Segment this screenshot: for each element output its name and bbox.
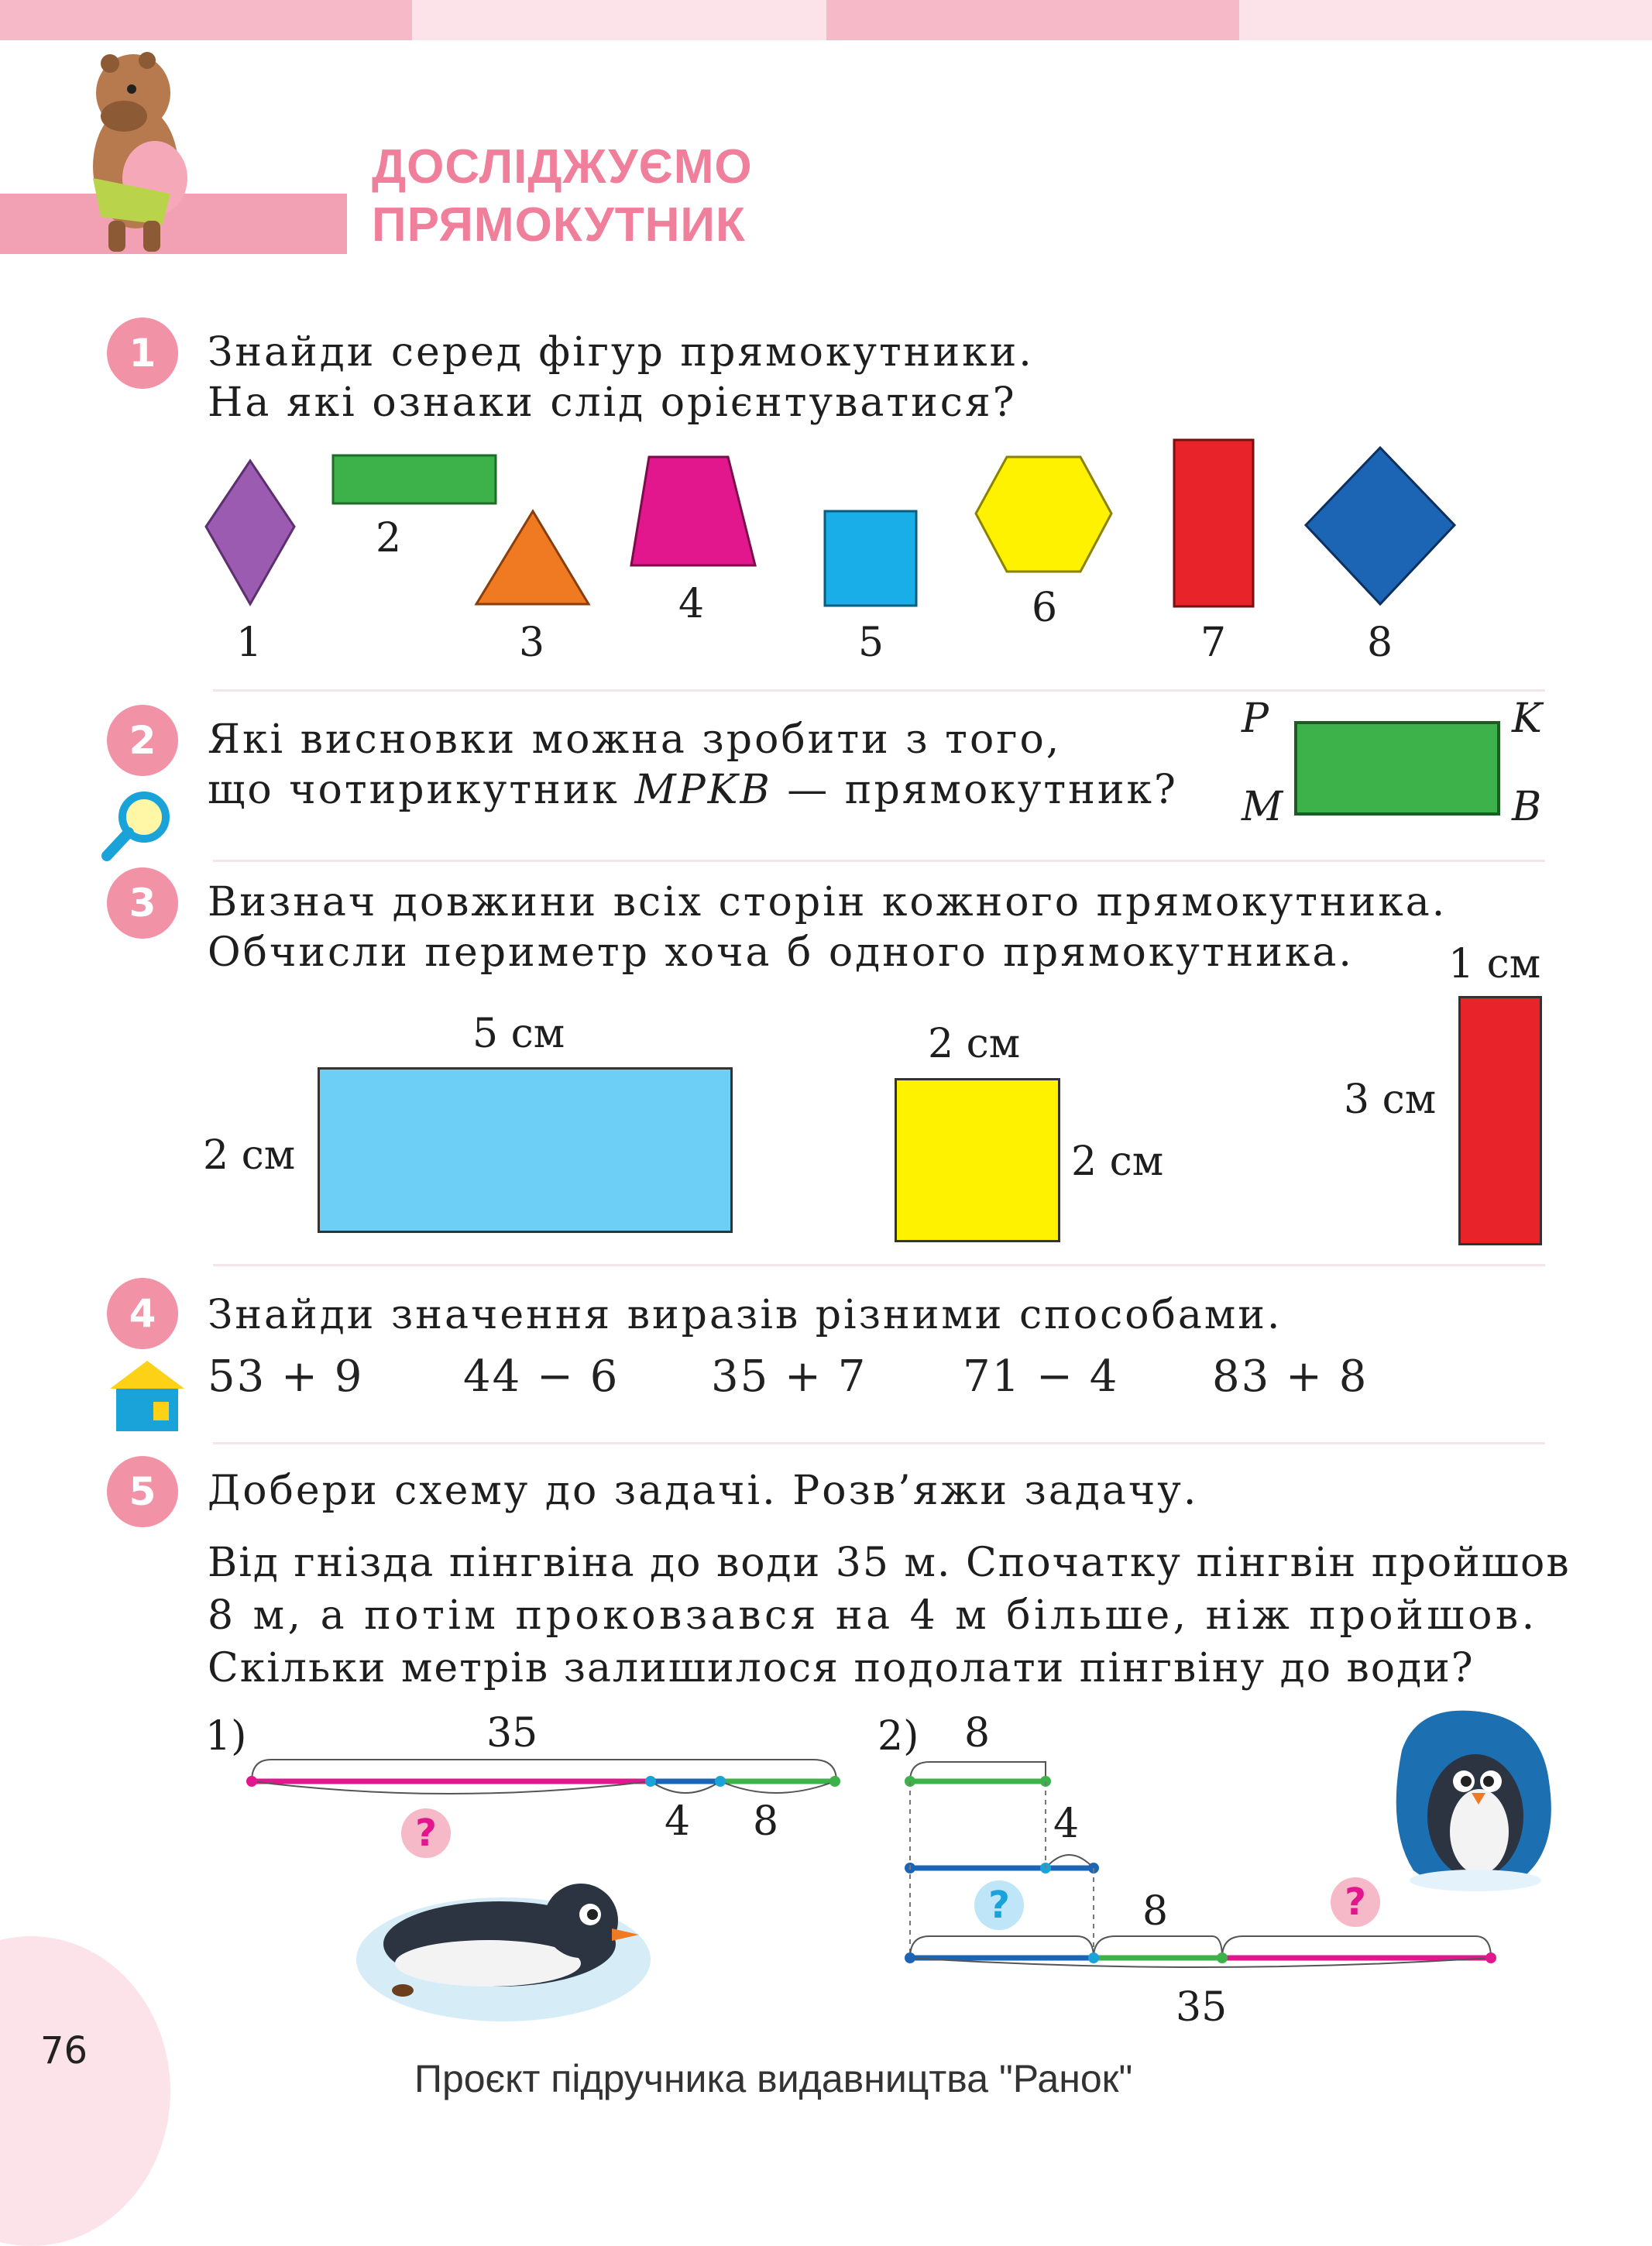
figure-label: 1 [236,620,263,666]
top-bar-segment-4 [1239,0,1652,40]
figure-square-cyan [825,511,916,606]
section-divider [213,860,1545,862]
page-corner-shape [0,1936,170,2246]
task5-question-line1: Добери схему до задачі. Розв’яжи задачу. [208,1468,1199,1514]
task2-line2-prefix: що чотирикутник [208,767,635,813]
task2-line2-suffix: — прямокутник? [771,767,1178,813]
vertex-label-k: K [1512,695,1542,742]
expression: 44 − 6 [463,1351,620,1402]
figure-label: 3 [519,620,545,666]
quadrilateral-name: MPKB [634,767,772,813]
penguin-ice-icon [1386,1704,1564,1897]
task2-question-line2 [208,767,1178,813]
rect2-right-length: 2 см [1071,1138,1164,1185]
scheme1-total: 35 [486,1710,538,1757]
task-number-badge: 2 [107,705,178,776]
scheme2-segment-b: 4 [1053,1801,1080,1847]
figure-label: 6 [1032,585,1058,631]
rect1-left-length: 2 см [203,1132,296,1179]
magnifier-icon [99,786,177,864]
penguin-sliding-icon [349,1843,658,2029]
expression: 83 + 8 [1212,1351,1369,1402]
task-number-badge: 3 [107,867,178,939]
task5-problem-line2: 8 м, а потім проковзався на 4 м більше, ніж пройшов. [208,1592,1538,1639]
task1-question-line1: Знайди серед фігур прямокутники. [208,329,1034,376]
rectangle-red [1458,996,1542,1245]
scheme1-segment-a: 4 [665,1798,691,1845]
figure-rectangle-red [1174,440,1253,606]
task1-question-line2: На які ознаки слід орієнтуватися? [208,379,1017,426]
scheme2-segment-a: 8 [964,1710,991,1757]
footer-note: Проєкт підручника видавництва "Ранок" [414,2057,1133,2100]
rect2-top-length: 2 см [928,1021,1021,1067]
scheme2-segment-c: 8 [1142,1888,1169,1935]
figure-hexagon-yellow [976,457,1111,572]
task5-problem-line3: Скільки метрів залишилося подолати пінгвіну до води? [208,1645,1475,1691]
rect3-top-length: 1 см [1448,941,1541,987]
scheme1-label: 1) [205,1713,247,1760]
expression: 53 + 9 [208,1351,364,1402]
rect3-left-length: 3 см [1344,1077,1437,1123]
figure-label: 2 [376,515,402,562]
page-number: 76 [40,2029,88,2073]
task-number-badge: 5 [107,1456,178,1527]
house-icon [108,1359,186,1433]
figure-trapezoid-magenta [631,457,755,565]
rect1-top-length: 5 см [472,1011,565,1057]
task4-question-line1: Знайди значення виразів різними способами. [208,1292,1283,1338]
square-yellow [895,1078,1060,1242]
top-bar-segment-2 [412,0,826,40]
section-divider [213,689,1545,692]
figure-square-rotated-blue [1306,448,1455,604]
top-bar-segment-1 [0,0,412,40]
question-mark: ? [1345,1880,1366,1924]
figure-label: 7 [1200,620,1227,666]
scheme2-total: 35 [1176,1984,1228,2031]
scheme2-label: 2) [878,1713,919,1760]
top-bar-segment-3 [826,0,1239,40]
question-mark: ? [988,1884,1010,1927]
figure-label: 5 [858,620,884,666]
task3-question-line1: Визнач довжини всіх сторін кожного прямокутника. [208,879,1448,926]
question-mark: ? [415,1812,437,1855]
rectangle-blue [318,1067,733,1233]
expression: 35 + 7 [711,1351,867,1402]
question-bubble-icon [1331,1877,1380,1927]
section-divider [213,1442,1545,1444]
figure-triangle-orange [476,511,589,604]
page-title-line1: ДОСЛІДЖУЄМО [372,140,753,194]
figure-label: 8 [1367,620,1393,666]
page-title-line2: ПРЯМОКУТНИК [372,198,746,252]
figure-label: 4 [678,581,705,627]
scheme1-segment-b: 8 [753,1798,779,1845]
task3-question-line2: Обчисли периметр хоча б одного прямокутника. [208,929,1354,976]
question-bubble-icon [974,1880,1024,1930]
task-number-badge: 1 [107,318,178,389]
vertex-label-p: P [1242,695,1269,742]
section-divider [213,1264,1545,1266]
rectangle-mpkb [1293,720,1503,817]
figure-rectangle-green [333,455,496,503]
vertex-label-m: M [1242,784,1283,830]
capybara-mascot-icon [77,46,201,256]
task2-question-line1: Які висновки можна зробити з того, [208,716,1062,763]
task5-problem-line1: Від гнізда пінгвіна до води 35 м. Спочатку пінгвін пройшов [208,1540,1571,1586]
expression: 71 − 4 [963,1351,1119,1402]
task-number-badge: 4 [107,1278,178,1349]
vertex-label-b: B [1512,784,1542,830]
figure-rhombus-purple [206,461,294,604]
